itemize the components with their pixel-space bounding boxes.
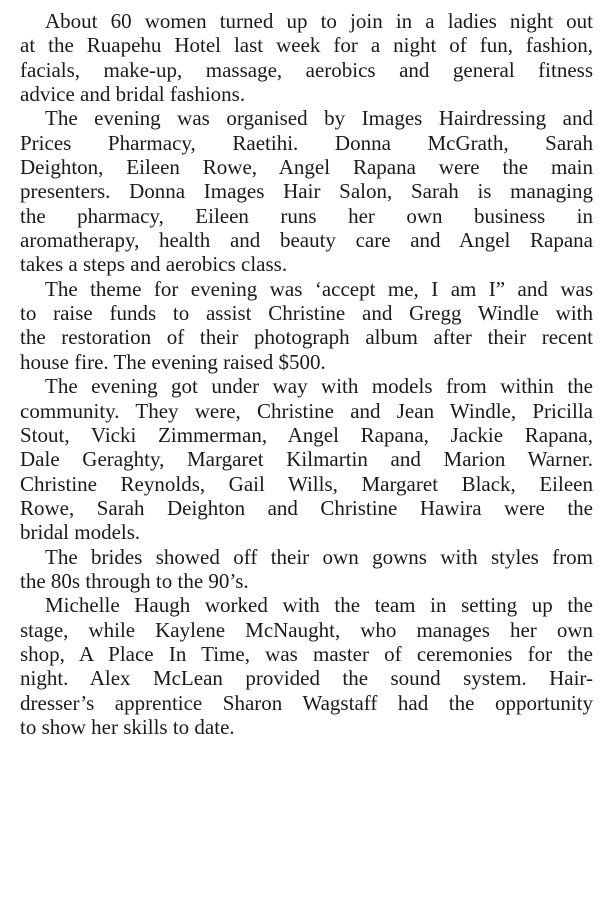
text-line: The brides showed off their own gowns with styles from [45,544,593,569]
paragraph-team [20,593,593,739]
text-line: the pharmacy, Eileen runs her own business in [20,203,593,228]
text-line: Deighton, Eileen Rowe, Angel Rapana were the main [20,155,593,180]
text-line: house fire. The evening raised $500. [20,349,326,374]
paragraph-organisers [20,106,593,276]
text-line: Rowe, Sarah Deighton and Christine Hawira were the [20,495,593,520]
text-line: The evening was organised by Images Hairdressing and [45,106,593,131]
text-line: Dale Geraghty, Margaret Kilmartin and Marion Warner. [20,447,593,472]
text-line: takes a steps and aerobics class. [20,252,288,277]
paragraph-models [20,374,593,544]
article-column [20,9,593,739]
paragraph-theme [20,277,593,374]
text-line: Michelle Haugh worked with the team in setting up the [45,593,593,618]
text-line: bridal models. [20,520,141,545]
text-line: Stout, Vicki Zimmerman, Angel Rapana, Jackie Rapana, [20,422,593,447]
text-line: The theme for evening was ‘accept me, I am I” and was [45,276,593,301]
paragraph-brides [20,545,593,594]
text-line: aromatherapy, health and beauty care and Angel Rapana [20,228,593,253]
text-line: the 80s through to the 90’s. [20,568,249,593]
text-line: the restoration of their photograph album after their recent [20,325,593,350]
text-line: facials, make-up, massage, aerobics and general fitness [20,57,593,82]
text-line: community. They were, Christine and Jean Windle, Pricilla [20,398,593,423]
text-line: advice and bridal fashions. [20,82,246,107]
text-line: About 60 women turned up to join in a ladies night out [45,9,593,33]
text-line: shop, A Place In Time, was master of ceremonies for the [20,641,593,666]
text-line: dresser’s apprentice Sharon Wagstaff had the opportunity [20,690,593,715]
text-line: to raise funds to assist Christine and Gregg Windle with [20,301,593,326]
text-line: night. Alex McLean provided the sound system. Hair- [20,666,593,691]
text-line: The evening got under way with models from within the [45,374,593,399]
text-line: to show her skills to date. [20,714,235,739]
text-line: stage, while Kaylene McNaught, who manages her own [20,617,593,642]
text-line: Prices Pharmacy, Raetihi. Donna McGrath, Sarah [20,130,593,155]
paragraph-ladies-night [20,9,593,106]
text-line: Christine Reynolds, Gail Wills, Margaret Black, Eileen [20,471,593,496]
text-line: presenters. Donna Images Hair Salon, Sarah is managing [20,179,593,204]
text-line: at the Ruapehu Hotel last week for a night of fun, fashion, [20,33,593,58]
